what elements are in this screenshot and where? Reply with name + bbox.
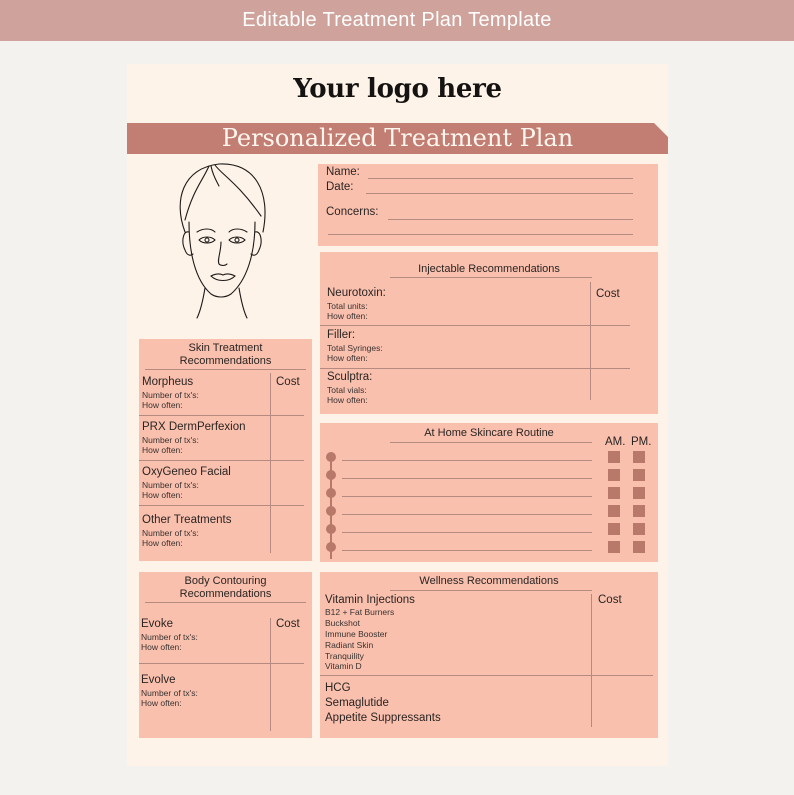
body-cost-divider	[270, 618, 271, 731]
sculptra-label: Sculptra:	[327, 371, 373, 383]
vitamin-injections-label: Vitamin Injections	[325, 594, 415, 606]
neurotoxin-units: Total units:	[327, 301, 368, 311]
wellness-heading: Wellness Recommendations	[419, 575, 559, 587]
sculptra-vials: Total vials:	[327, 385, 367, 395]
name-field[interactable]	[368, 178, 633, 179]
concerns-field[interactable]	[388, 219, 633, 220]
skin-treatment-box	[139, 339, 312, 561]
vitamin-item: Vitamin D	[325, 661, 362, 671]
treatment-plan-page	[127, 64, 668, 766]
prx-count: Number of tx's:	[142, 435, 199, 445]
routine-step-bullet	[326, 542, 336, 552]
routine-step-bullet	[326, 488, 336, 498]
filler-syringes: Total Syringes:	[327, 343, 383, 353]
morpheus-frequency: How often:	[142, 400, 183, 410]
wellness-cost-label: Cost	[598, 594, 622, 606]
wellness-box	[320, 572, 658, 738]
body-contouring-box	[139, 572, 312, 738]
body-heading	[139, 575, 312, 601]
plan-title: Personalized Treatment Plan	[221, 124, 574, 152]
am-checkbox[interactable]	[608, 469, 620, 481]
skin-heading-line-1: Skin Treatment	[188, 342, 263, 354]
skin-row-divider	[139, 415, 304, 416]
evoke-count: Number of tx's:	[141, 632, 198, 642]
evolve-count: Number of tx's:	[141, 688, 198, 698]
pm-checkbox[interactable]	[633, 505, 645, 517]
body-row-divider	[139, 663, 304, 664]
body-cost-label: Cost	[276, 618, 300, 630]
injectable-cost-label: Cost	[596, 288, 620, 300]
oxygeneo-count: Number of tx's:	[142, 480, 199, 490]
pm-label: PM.	[631, 436, 652, 448]
oxygeneo-frequency: How often:	[142, 490, 183, 500]
vitamin-item: B12 + Fat Burners	[325, 607, 395, 617]
evolve-frequency: How often:	[141, 698, 182, 708]
am-checkbox[interactable]	[608, 451, 620, 463]
injectable-box	[320, 252, 658, 414]
concerns-label: Concerns:	[326, 206, 379, 218]
filler-label: Filler:	[327, 329, 356, 341]
pm-checkbox[interactable]	[633, 487, 645, 499]
skin-cost-divider	[270, 373, 271, 553]
prx-frequency: How often:	[142, 445, 183, 455]
injectable-heading-line	[390, 277, 592, 278]
skin-cost-label: Cost	[276, 376, 300, 388]
routine-step-bullet	[326, 470, 336, 480]
neurotoxin-label: Neurotoxin:	[327, 287, 386, 299]
hcg-label: HCG	[325, 682, 351, 694]
injectable-cost-divider	[590, 282, 591, 400]
am-checkbox[interactable]	[608, 541, 620, 553]
injectable-row-divider	[320, 368, 630, 369]
filler-frequency: How often:	[327, 353, 368, 363]
client-info-box	[318, 164, 658, 246]
am-label: AM.	[605, 436, 626, 448]
injectable-heading: Injectable Recommendations	[418, 263, 560, 275]
morpheus-label: Morpheus	[142, 376, 194, 388]
evoke-label: Evoke	[141, 618, 173, 630]
appetite-suppressants-label: Appetite Suppressants	[325, 712, 441, 724]
routine-step-field[interactable]	[342, 532, 592, 533]
am-checkbox[interactable]	[608, 523, 620, 535]
date-field[interactable]	[366, 193, 633, 194]
neurotoxin-frequency: How often:	[327, 311, 368, 321]
morpheus-count: Number of tx's:	[142, 390, 199, 400]
pm-checkbox[interactable]	[633, 523, 645, 535]
routine-step-bullet	[326, 452, 336, 462]
evolve-label: Evolve	[141, 674, 176, 686]
routine-step-field[interactable]	[342, 550, 592, 551]
wellness-cost-divider	[591, 594, 592, 727]
wellness-heading-line	[390, 590, 592, 591]
body-heading-line-1: Body Contouring	[184, 575, 267, 587]
skin-heading	[139, 342, 312, 368]
routine-step-bullet	[326, 524, 336, 534]
face-illustration	[163, 160, 279, 320]
prx-label: PRX DermPerfexion	[142, 421, 246, 433]
body-heading-line	[145, 602, 306, 603]
routine-step-field[interactable]	[342, 460, 592, 461]
pm-checkbox[interactable]	[633, 469, 645, 481]
skin-row-divider	[139, 505, 304, 506]
vitamin-item: Buckshot	[325, 618, 360, 628]
vitamin-item: Immune Booster	[325, 629, 388, 639]
other-treatments-count: Number of tx's:	[142, 528, 199, 538]
skin-heading-line	[145, 369, 306, 370]
oxygeneo-label: OxyGeneo Facial	[142, 466, 231, 478]
routine-step-field[interactable]	[342, 514, 592, 515]
pm-checkbox[interactable]	[633, 541, 645, 553]
sculptra-frequency: How often:	[327, 395, 368, 405]
home-heading: At Home Skincare Routine	[424, 427, 554, 439]
other-treatments-label: Other Treatments	[142, 514, 232, 526]
semaglutide-label: Semaglutide	[325, 697, 389, 709]
skin-row-divider	[139, 460, 304, 461]
vitamin-item: Tranquility	[325, 651, 364, 661]
routine-step-bullet	[326, 506, 336, 516]
name-label: Name:	[326, 166, 360, 178]
other-treatments-frequency: How often:	[142, 538, 183, 548]
concerns-field-line-2[interactable]	[328, 234, 633, 235]
pm-checkbox[interactable]	[633, 451, 645, 463]
date-label: Date:	[326, 181, 354, 193]
body-heading-line-2: Recommendations	[179, 588, 272, 600]
home-routine-box	[320, 423, 658, 562]
injectable-row-divider	[320, 325, 630, 326]
routine-step-field[interactable]	[342, 478, 592, 479]
template-title-bar	[0, 0, 794, 41]
am-checkbox[interactable]	[608, 487, 620, 499]
skin-heading-line-2: Recommendations	[179, 355, 272, 367]
logo-placeholder: Your logo here	[293, 74, 502, 104]
home-heading-line	[390, 442, 592, 443]
vitamin-item: Radiant Skin	[325, 640, 374, 650]
template-title: Editable Treatment Plan Template	[242, 9, 552, 31]
evoke-frequency: How often:	[141, 642, 182, 652]
wellness-row-divider	[320, 675, 653, 676]
am-checkbox[interactable]	[608, 505, 620, 517]
routine-step-field[interactable]	[342, 496, 592, 497]
